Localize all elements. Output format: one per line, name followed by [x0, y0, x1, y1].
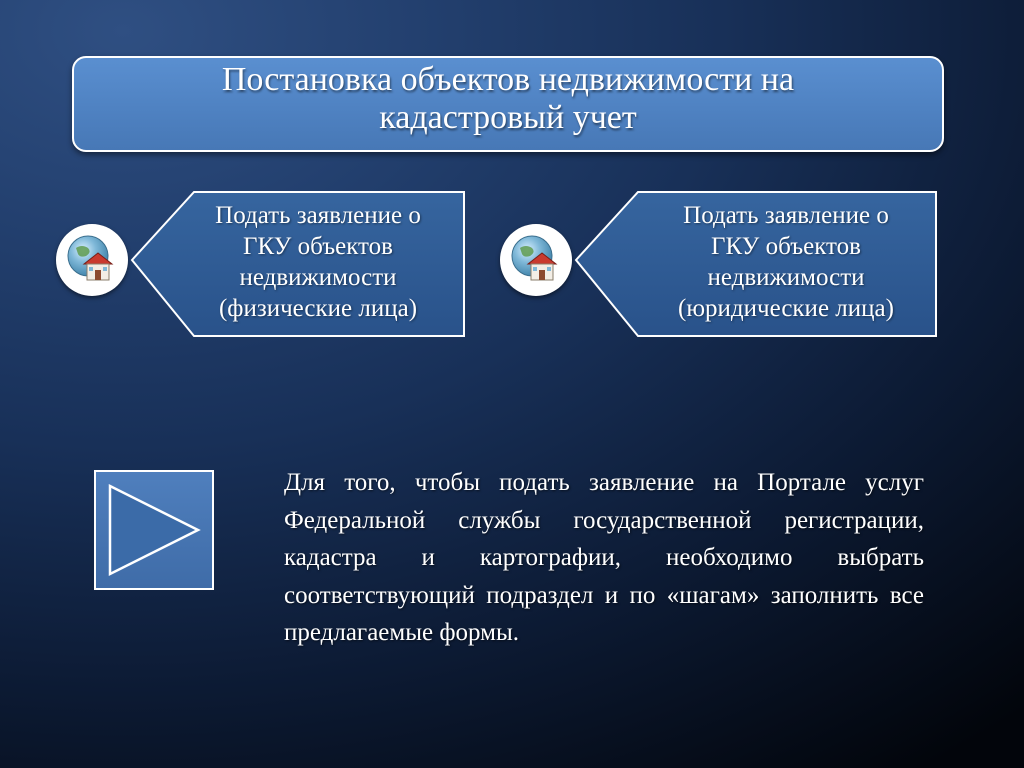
title-box — [72, 56, 944, 152]
option-line: недвижимости — [707, 264, 865, 291]
option-label — [636, 200, 936, 324]
option-card-legal-entities[interactable] — [496, 190, 912, 338]
play-button[interactable] — [94, 470, 214, 590]
play-icon — [96, 472, 212, 588]
option-line: Подать заявление о — [683, 202, 889, 229]
badge — [56, 224, 128, 296]
description-text: Для того, чтобы подать заявление на Портале услуг Федеральной службы государственной регистрации, кадастра и картографии, необходимо выбрать соответствующий подраздел и по «шагам» заполнить все предлагаемые формы. — [284, 469, 924, 646]
option-line: Подать заявление о — [215, 202, 421, 229]
option-line: ГКУ объектов — [243, 233, 393, 260]
page-title: Постановка объектов недвижимости на кадастровый учет — [221, 61, 795, 136]
option-line: (юридические лица) — [678, 295, 894, 322]
option-line: недвижимости — [239, 264, 397, 291]
option-card-individuals[interactable] — [52, 190, 468, 338]
option-line: ГКУ объектов — [711, 233, 861, 260]
badge — [500, 224, 572, 296]
globe-house-icon — [66, 234, 118, 286]
option-line: (физические лица) — [218, 295, 418, 322]
globe-house-icon — [510, 234, 562, 286]
option-label — [178, 200, 458, 324]
